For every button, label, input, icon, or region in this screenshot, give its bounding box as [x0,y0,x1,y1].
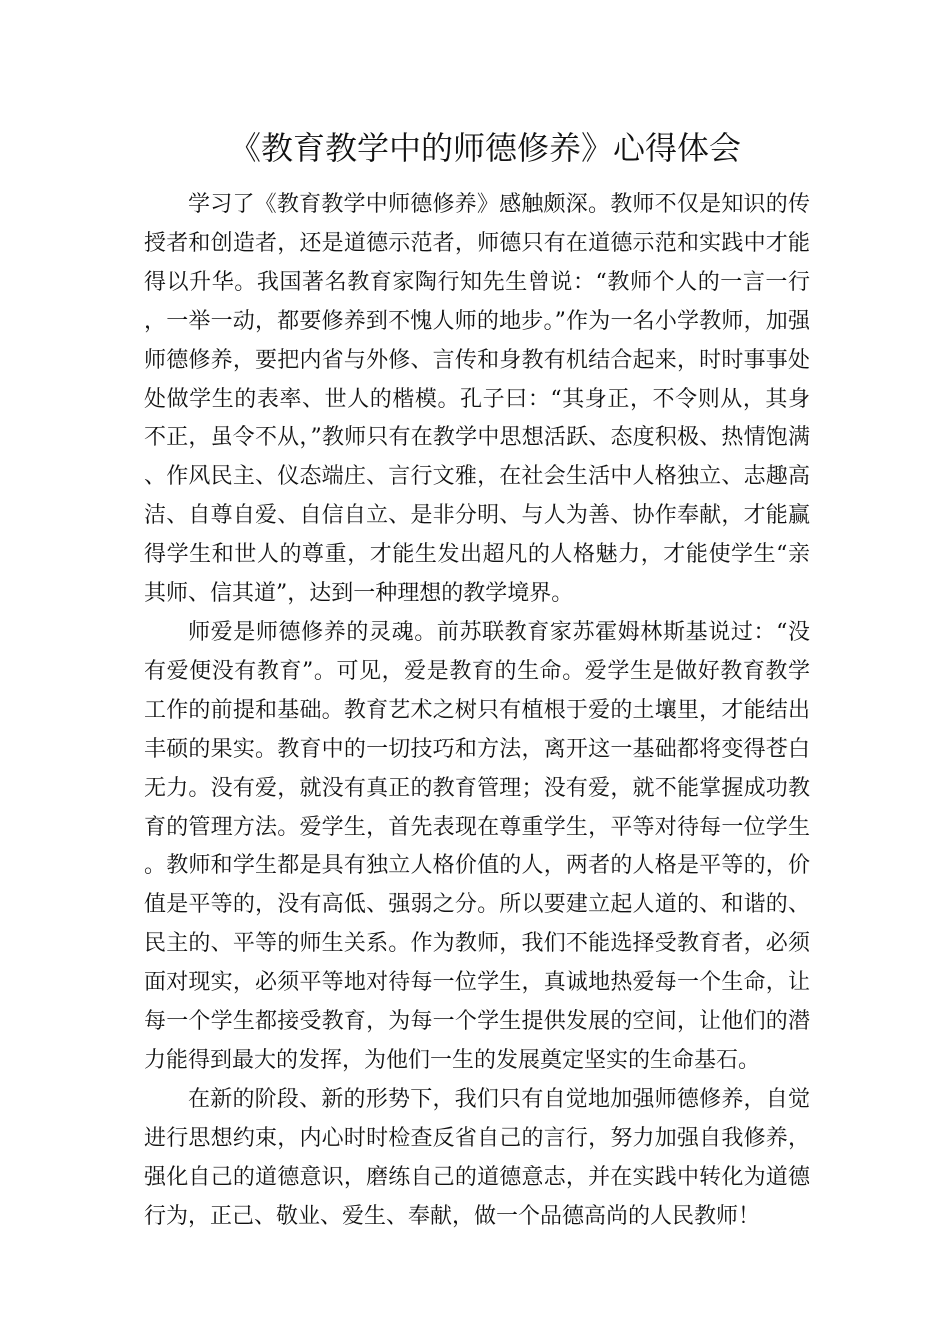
paragraph-teacher-love: 师爱是师德修养的灵魂。前苏联教育家苏霍姆林斯基说过：“没有爱便没有教育”。可见，爱是教育的生命。爱学生是做好教育教学工作的前提和基础。教育艺术之树只有植根于爱的土壤里，才能结出丰硕的果实。教育中的一切技巧和方法，离开这一基础都将变得苍白无力。没有爱，就没有真正的教育管理；没有爱，就不能掌握成功教育的管理方法。爱学生，首先表现在尊重学生，平等对待每一位学生。教师和学生都是具有独立人格价值的人，两者的人格是平等的，价值是平等的，没有高低、强弱之分。所以要建立起人道的、和谐的、民主的、平等的师生关系。作为教师，我们不能选择受教育者，必须面对现实，必须平等地对待每一位学生，真诚地热爱每一个生命，让每一个学生都接受教育，为每一个学生提供发展的空间，让他们的潜力能得到最大的发挥，为他们一生的发展奠定坚实的生命基石。 [144,619,810,1073]
paragraph-conclusion: 在新的阶段、新的形势下，我们只有自觉地加强师德修养，自觉进行思想约束，内心时时检查反省自己的言行，努力加强自我修养，强化自己的道德意识，磨练自己的道德意志，并在实践中转化为道德行为，正己、敬业、爱生、奉献，做一个品德高尚的人民教师！ [144,1086,810,1229]
document-title: 《教育教学中的师德修养》心得体会 [228,129,741,167]
paragraph-intro: 学习了《教育教学中师德修养》感触颇深。教师不仅是知识的传授者和创造者，还是道德示范者，师德只有在道德示范和实践中才能得以升华。我国著名教育家陶行知先生曾说：“教师个人的一言一行，一举一动，都要修养到不愧人师的地步。”作为一名小学教师，加强师德修养，要把内省与外修、言传和身教有机结合起来，时时事事处处做学生的表率、世人的楷模。孔子曰：“其身正，不令则从，其身不正，虽令不从，”教师只有在教学中思想活跃、态度积极、热情饱满、作风民主、仪态端庄、言行文雅，在社会生活中人格独立、志趣高洁、自尊自爱、自信自立、是非分明、与人为善、协作奉献，才能赢得学生和世人的尊重，才能生发出超凡的人格魅力，才能使学生“亲其师、信其道”，达到一种理想的教学境界。 [144,192,810,607]
document-body [144,186,810,1236]
